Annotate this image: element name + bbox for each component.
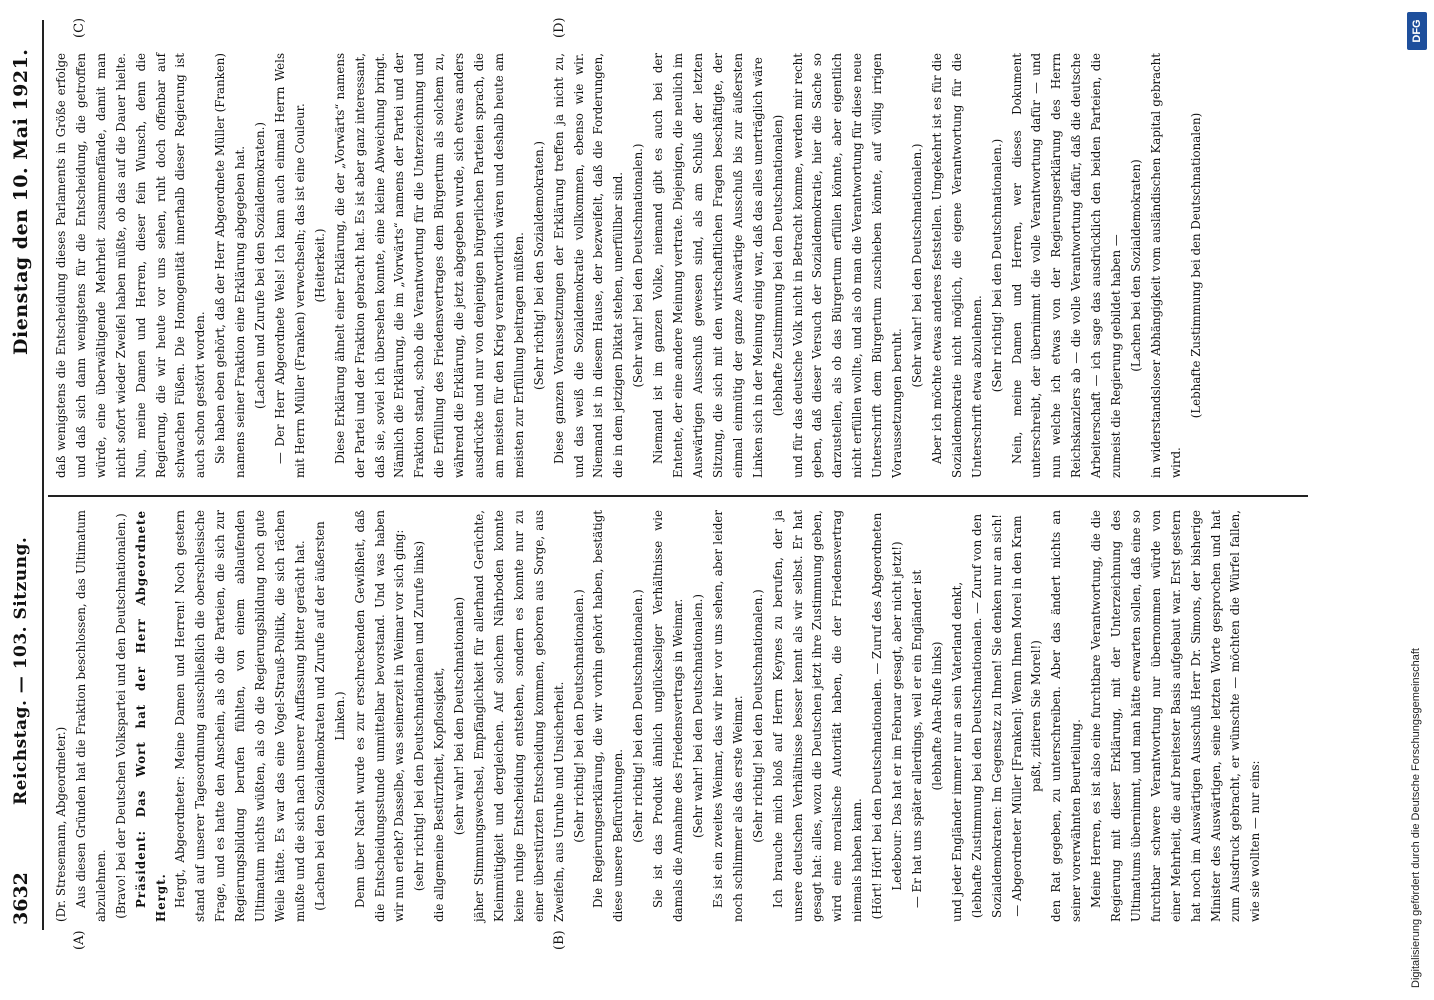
- speech-paragraph: Diese ganzen Voraussetzungen der Erklärung treffen ja nicht zu, und das weiß die Sozialdemokratie vollkommen, ebenso wie wir. Niemand ist in diesem Hause, der bezweifelt, daß die Forderungen, die in dem jetzigen Diktat stehen, unerfüllbar sind.: [551, 53, 626, 478]
- speech-paragraph: — Er hat uns später allerdings, weil er ein Engländer ist: [909, 569, 924, 908]
- interjection: (Sehr wahr! bei den Deutschnationalen.): [909, 143, 924, 388]
- speech-paragraph: und jeder Engländer immer nur an sein Vaterland denkt,: [949, 581, 964, 922]
- speech-paragraph: Sie haben eben gehört, daß der Herr Abgeordnete Müller (Franken) namens seiner Fraktion eine Erklärung abgegeben hat.: [213, 53, 248, 478]
- interjection: (Lachen bei den Sozialdemokraten): [1128, 159, 1143, 372]
- running-head: [8, 20, 40, 925]
- speech-paragraph: Hergt, Abgeordneter: Meine Damen und Herren! Noch gestern stand auf unserer Tagesordnung ausschließlich die oberschlesische Frage, und es hatte den Anschein, als ob die Parteien, die sich zur Regierungsbildung berufen fühlten, von einem ablaufenden Ultimatum nichts wüßten, als ob die Regierungsbildung noch gute Weile hätte. Es war das eine Vogel-Strauß-Politik, die sich rächen mußte und die sich nach unserer Auffassung bitter gerächt hat.: [173, 510, 307, 922]
- speech-paragraph: daß wenigstens die Entscheidung dieses Parlaments in Größe erfolge und daß sich dann wenigstens für die Entscheidung, die getroffen würde, eine überwältigende Mehrheit zusammenfände, damit man nicht sofort wieder Zweifel haben müßte, ob das auf die Dauer hielte. Nun, meine Damen und Herren, dieser fein Wunsch, denn die Regierung, die wir heute vor uns sehen, ruht doch offenbar auf schwachen Füßen. Die Homogenität innerhalb dieser Regierung ist auch schon gestört worden.: [54, 53, 208, 478]
- speech-paragraph: — Der Herr Abgeordnete Wels! Ich kann auch einmal Herrn Wels mit Herrn Müller (Franken) verwechseln; das ist eine Couleur.: [272, 53, 307, 478]
- interjection: (Sehr richtig! bei den Deutschnationalen.): [750, 589, 765, 843]
- interjection: (Sehr richtig! bei den Deutschnationalen.): [631, 589, 646, 843]
- right-column: [52, 53, 1207, 478]
- interjection: (Lebhafte Zustimmung bei den Deutschnationalen): [1188, 112, 1203, 419]
- speaker-attribution: (Dr. Stresemann, Abgeordneter.): [54, 726, 68, 922]
- margin-mark-a: (A): [72, 930, 87, 950]
- speech-paragraph: Niemand ist im ganzen Volke, niemand gibt es auch bei der Entente, der eine andere Meinung vertrate. Diejenigen, die neulich im Auswärtigen Ausschuß gewesen sind, als am Schluß der letzten Sitzung, die sich mit den wirtschaftlichen Fragen beschäftigte, der einmal einmütig der ganze Auswärtige Ausschuß bis zur äußersten Linken sich in der Meinung einig war, daß das alles unerträglich wäre: [651, 53, 765, 478]
- interjection: (lebhafte Zustimmung bei den Deutschnationalen): [770, 114, 785, 417]
- interjection: (Sehr wahr! bei den Deutschnationalen.): [691, 593, 705, 839]
- interjection: (Heiterkeit.): [312, 228, 327, 303]
- interjection: (sehr richtig! bei den Deutschnationalen und Zurufe links): [412, 540, 427, 892]
- interjection: (Sehr richtig! bei den Deutschnationalen.): [571, 589, 586, 843]
- interjection: (Sehr richtig! bei den Sozialdemokraten.): [531, 140, 546, 391]
- interjection: (Sehr wahr! bei den Deutschnationalen.): [631, 143, 646, 388]
- margin-mark-d: (D): [552, 17, 567, 38]
- speech-paragraph: Aber ich möchte etwas anderes feststellen. Umgekehrt ist es für die Sozialdemokratie nicht möglich, die eigene Verantwortung für die Unterschrift etwa abzulehnen.: [929, 53, 984, 478]
- interjection: (lebhafte Aha-Rufe links): [929, 641, 944, 791]
- margin-mark-c: (C): [72, 17, 87, 38]
- left-column: [52, 510, 1266, 922]
- paragraph: Aus diesen Gründen hat die Fraktion beschlossen, das Ultimatum abzulehnen.: [73, 510, 108, 922]
- speech-paragraph: die allgemeine Bestürztheit, Kopflosigkeit,: [432, 667, 447, 922]
- column-divider: [48, 496, 1308, 498]
- digitization-footer: [1402, 0, 1434, 1000]
- speaker-paragraph: Präsident: Das Wort hat der Herr Abgeordnete Hergt.: [133, 510, 168, 922]
- interjection: (Lachen und Zurufe bei den Sozialdemokraten.): [253, 122, 268, 409]
- dfg-logo: DFG: [1407, 12, 1427, 50]
- speech-paragraph: Meine Herren, es ist also eine furchtbare Verantwortung, die die Regierung mit dieser Erklärung, mit der Unterzeichnung des Ultimatums übernimmt, und man hätte erwarten sollen, daß eine so furchtbar schwere Verantwortung nur übernommen würde von einer Mehrheit, die auf breitester Basis aufgebaut war. Erst gestern hat noch im Auswärtigen Ausschuß Herr Dr. Simons, der bisherige Minister des Auswärtigen, seine letzten Worte gesprochen und hat zum Ausdruck gebracht, er wünschte — möchten die Würfel fallen, wie sie wollten — nur eins:: [1089, 510, 1263, 922]
- speech-paragraph: Sie ist das Produkt ähnlich unglückseliger Verhältnisse wie damals die Annahme des Friedensvertrags in Weimar.: [651, 510, 686, 922]
- speech-paragraph: Diese Erklärung ähnelt einer Erklärung, die der „Vorwärts“ namens der Partei und der Fraktion gebracht hat. Es ist aber ganz interessant, daß sie, soviel ich übersehen konnte, eine kleine Abweichung bringt. Nämlich die Erklärung, die im „Vorwärts“ namens der Partei und der Fraktion stand, schob die Verantwortung für die Unterzeichnung und die Erfüllung des Friedensvertrages dem Bürgertum als solchem zu, während die Erklärung, die jetzt abgegeben wurde, sich etwas anders ausdrückte und nur von denjenigen bürgerlichen Parteien sprach, die am meisten für den Krieg verantwortlich wären und deshalb heute am meisten zur Erfüllung beitragen müßten.: [332, 53, 526, 478]
- speech-paragraph: Ich brauche mich bloß auf Herrn Keynes zu berufen, der ja unsere deutschen Verhältnisse besser kennt als wir selbst. Er hat gesagt hat: alles, wozu die Deutschen jetzt ihre Zustimmung geben, wird eine moralische Autorität haben, die der Friedensvertrag niemals haben kann.: [770, 510, 865, 922]
- speech-paragraph: den Rat gegeben, zu unterschreiben. Aber das ändert nichts an seiner vorerwähnten Beurteilung.: [1049, 510, 1084, 922]
- interjection: (Sehr richtig! bei den Deutschnationalen.): [989, 138, 1004, 393]
- speech-paragraph: und für das deutsche Volk nicht in Betracht komme, werden mir recht geben, daß dieser Versuch der Sozialdemokratie, hier die Sache so darzustellen, als ob das Bürgertum erfüllen könnte, aber eigentlich nicht erfüllen wollte, und als ob man die Verantwortung für diese neue Unterschrift dem Bürgertum zuschieben könnte, auf völlig irrigen Voraussetzungen beruht.: [790, 53, 905, 478]
- page-number: 3632: [10, 872, 32, 925]
- header-rule: [42, 20, 44, 930]
- interjection: (Lachen bei den Sozialdemokraten und Zurufe auf der äußersten Linken.): [312, 521, 347, 911]
- speech-paragraph: Nein, meine Damen und Herren, wer dieses Dokument unterschreibt, der übernimmt die volle Verantwortung dafür — und nun welche ich etwas von der Regierungserklärung des Herrn Reichskanzlers ab — die volle Verantwortung dafür, daß die deutsche Arbeiterschaft — ich sage das ausdrücklich den beiden Parteien, die zumeist die Regierung gebildet haben —: [1009, 53, 1124, 478]
- interjection: (Bravo! bei der Deutschen Volkspartei und den Deutschnationalen.): [113, 513, 128, 919]
- speech-paragraph: Es ist ein zweites Weimar, das wir hier vor uns sehen, aber leider noch schlimmer als das erste Weimar.: [710, 510, 745, 922]
- speech-paragraph: in widerstandsloser Abhängigkeit vom ausländischen Kapital gebracht wird.: [1148, 53, 1183, 478]
- session-date: Dienstag den 10. Mai 1921.: [10, 48, 32, 355]
- funding-credit: Digitalisierung gefördert durch die Deutsche Forschungsgemeinschaft: [1410, 648, 1422, 988]
- interjection: (Hört! Hört! bei den Deutschnationalen. — Zuruf des Abgeordneten Ledebour: Das hat er im Februar gesagt, aber nicht jetzt!): [870, 512, 905, 920]
- session-title: Reichstag. — 103. Sitzung.: [11, 536, 31, 805]
- margin-mark-b: (B): [552, 930, 567, 950]
- speech-paragraph: jäher Stimmungswechsel, Empfänglichkeit für allerhand Gerüchte, Kleinmütigkeit und dergleichen. Auf solchem Nährboden konnte keine ruhige Entscheidung entstehen, sondern es konnte nur zu einer überstürzten Entscheidung kommen, geboren aus Sorge, aus Zweifeln, aus Unruhe und Unsicherheit.: [472, 510, 566, 922]
- interjection: (sehr wahr! bei den Deutschnationalen): [452, 596, 467, 836]
- interjection: (lebhafte Zustimmung bei den Deutschnationalen. — Zuruf von den Sozialdemokraten: Im Gegensatz zu Ihnen! Sie denken nur an sich! — Abgeordneter Müller [Franken]: Wenn Ihnen Morel in den Kram paßt, zitieren Sie Morel!): [969, 513, 1044, 919]
- speech-paragraph: Die Regierungserklärung, die wir vorhin gehört haben, bestätigt diese unsere Befürchtungen.: [591, 510, 626, 922]
- speech-paragraph: Denn über Nacht wurde es zur erschreckenden Gewißheit, daß die Entscheidungsstunde unmittelbar bevorstand. Und was haben wir nun erlebt? Dasselbe, was seinerzeit in Weimar vor sich ging:: [352, 510, 407, 922]
